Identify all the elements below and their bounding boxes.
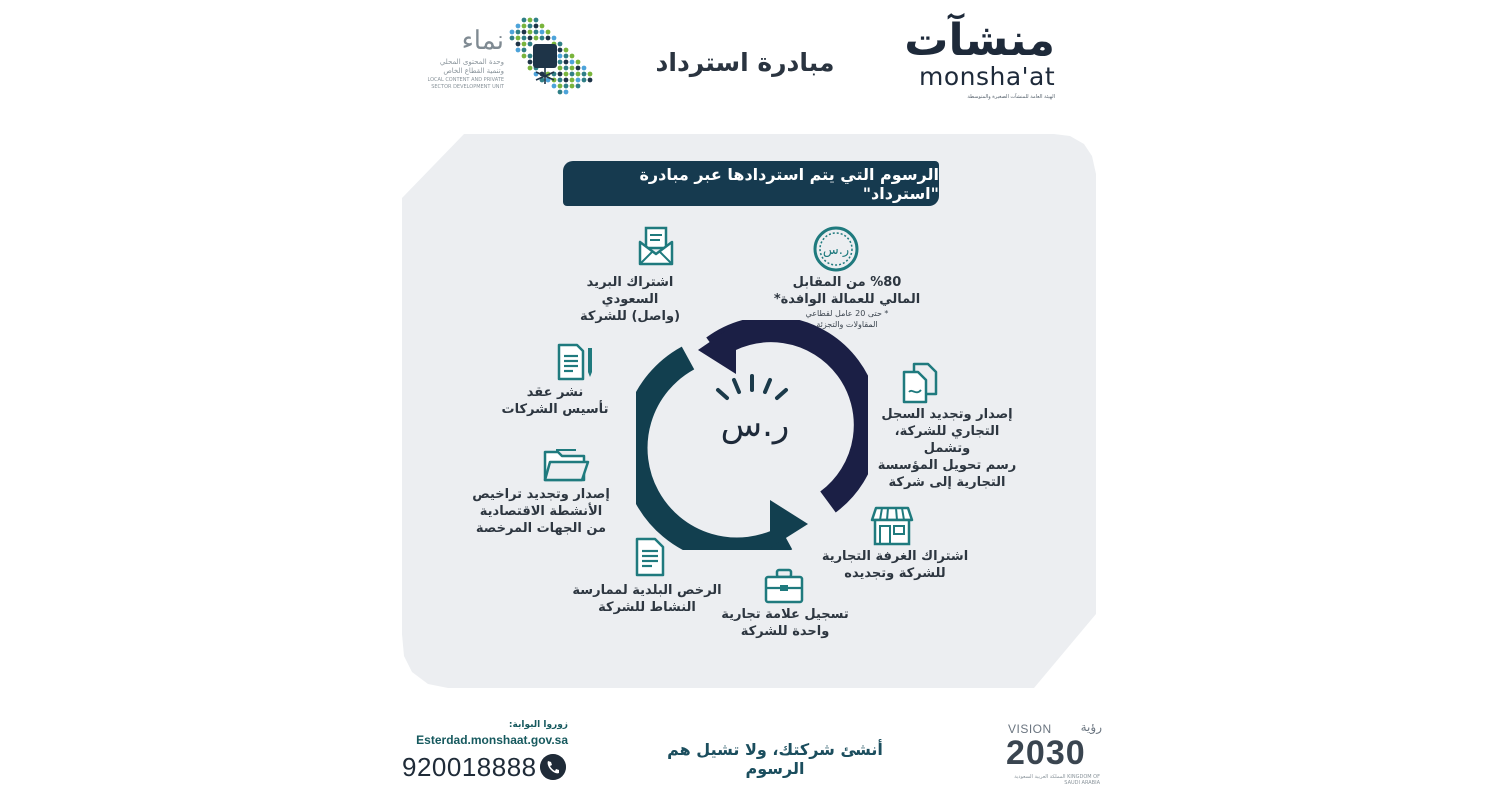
panel-title: الرسوم التي يتم استردادها عبر مبادرة "استرداد" bbox=[639, 164, 939, 203]
nama-subtitle-ar-2: وتنمية القطاع الخاص bbox=[443, 67, 504, 75]
panel-title-banner bbox=[563, 161, 939, 206]
fee-item-label: (واصل) للشركة bbox=[579, 309, 681, 324]
fee-item-saudi-post bbox=[570, 274, 690, 325]
fee-item-note: * حتى 20 عامل لقطاعي bbox=[805, 309, 889, 318]
fee-item-label: %80 من المقابل bbox=[792, 275, 902, 290]
phone-number[interactable]: 920018888 bbox=[402, 752, 537, 782]
storefront-icon bbox=[870, 506, 914, 546]
fee-item-label: تسجيل علامة تجارية bbox=[721, 607, 849, 622]
monshaat-logo bbox=[905, 16, 1065, 111]
fee-item-label: اشتراك الغرفة التجارية bbox=[821, 549, 969, 564]
nama-subtitle-ar-1: وحدة المحتوى المحلي bbox=[439, 58, 504, 66]
phone-icon bbox=[540, 754, 566, 780]
fee-item-label: التجاري للشركة، وتشمل bbox=[894, 424, 1000, 456]
vision-word-ar: رؤية bbox=[1080, 720, 1102, 734]
fee-item-municipal-licenses bbox=[572, 582, 722, 616]
fee-item-note: المقاولات والتجزئة bbox=[816, 320, 878, 329]
fee-item-expat-levy bbox=[772, 274, 922, 330]
monshaat-subtitle: الهيئة العامة للمنشآت الصغيرة والمتوسطة bbox=[967, 94, 1055, 100]
fee-item-label: الأنشطة الاقتصادية bbox=[479, 504, 603, 519]
svg-text:ر.س: ر.س bbox=[822, 243, 850, 258]
monshaat-wordmark-ar: منشآت bbox=[904, 15, 1055, 66]
vision-word-en: VISION bbox=[1008, 722, 1052, 736]
fee-item-label: التجارية إلى شركة bbox=[888, 475, 1006, 490]
slogan: أنشئ شركتك، ولا تشيل هم الرسوم bbox=[667, 740, 883, 778]
fee-item-label: إصدار وتجديد السجل bbox=[881, 407, 1013, 422]
currency-seal-icon bbox=[812, 226, 860, 272]
vision-subtitle: المملكة العربية السعودية KINGDOM OF SAUDI ARABIA bbox=[1014, 774, 1100, 786]
fee-item-label: تأسيس الشركات bbox=[501, 402, 609, 417]
fee-item-activity-licenses bbox=[456, 486, 626, 537]
vision-2030-logo bbox=[1004, 720, 1104, 790]
fee-item-label: واحدة للشركة bbox=[740, 624, 830, 639]
nama-subtitle-en-1: LOCAL CONTENT AND PRIVATE bbox=[427, 77, 504, 83]
currency-symbol: ر.س bbox=[720, 405, 790, 445]
fee-item-label: المالي للعمالة الوافدة* bbox=[773, 292, 921, 307]
fee-item-label: نشر عقد bbox=[526, 385, 584, 400]
fee-item-label: من الجهات المرخصة bbox=[475, 521, 607, 536]
page-title: مبادرة استرداد bbox=[655, 48, 835, 77]
document-icon bbox=[634, 536, 666, 578]
nama-subtitle-en-2: SECTOR DEVELOPMENT UNIT bbox=[431, 84, 504, 90]
fee-item-trademark bbox=[710, 606, 860, 640]
fee-item-commercial-register bbox=[872, 406, 1022, 491]
open-folder-icon bbox=[542, 446, 590, 484]
nama-logo bbox=[392, 14, 602, 98]
visit-portal-label: زوروا البوابة: bbox=[508, 720, 568, 730]
fee-item-contract-publishing bbox=[500, 384, 610, 418]
envelope-letter-icon bbox=[638, 226, 674, 266]
fee-item-label: النشاط للشركة bbox=[598, 600, 696, 615]
fee-item-label: للشركة وتجديده bbox=[844, 566, 946, 581]
contract-pen-icon bbox=[555, 342, 595, 382]
fee-item-chamber-of-commerce bbox=[820, 548, 970, 582]
briefcase-icon bbox=[764, 568, 804, 604]
portal-url-link[interactable]: Esterdad.monshaat.gov.sa bbox=[416, 733, 568, 747]
vision-year: 2030 bbox=[1006, 734, 1086, 772]
saudi-map-dots-icon bbox=[504, 14, 600, 98]
fee-item-label: إصدار وتجديد تراخيص bbox=[472, 487, 610, 502]
nama-wordmark: نماء bbox=[461, 26, 504, 56]
fee-item-label: اشتراك البريد السعودي bbox=[586, 275, 674, 307]
monshaat-wordmark-en: monsha'at bbox=[919, 62, 1056, 91]
documents-icon bbox=[902, 362, 938, 404]
fee-item-label: الرخص البلدية لممارسة bbox=[572, 583, 722, 598]
fee-item-label: رسم تحويل المؤسسة bbox=[877, 458, 1017, 473]
